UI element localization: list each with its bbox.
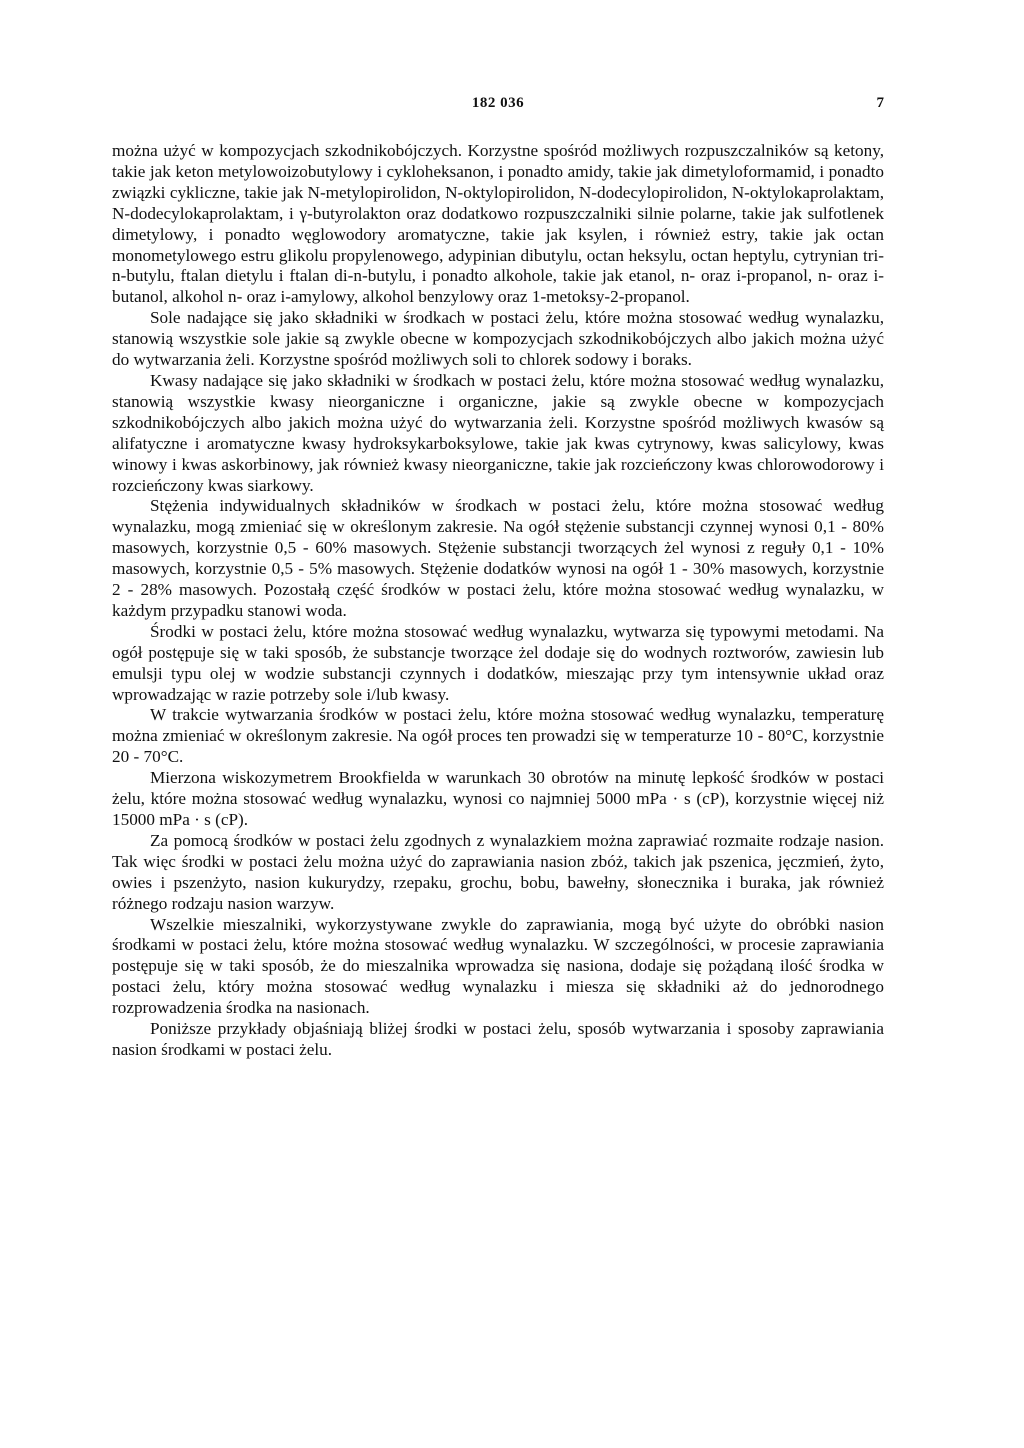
paragraph: Poniższe przykłady objaśniają bliżej środki w postaci żelu, sposób wytwarzania i sposoby zaprawiania nasion środkami w postaci żelu.: [112, 1019, 884, 1059]
page-header: [112, 95, 884, 119]
document-number: 182 036: [471, 95, 525, 111]
page-number: 7: [876, 95, 884, 111]
paragraph: Mierzona wiskozymetrem Brookfielda w warunkach 30 obrotów na minutę lepkość środków w postaci żelu, które można stosować według wynalazku, wynosi co najmniej 5000 mPa · s (cP), korzystnie więcej niż 15000 mPa · s (cP).: [112, 768, 884, 829]
paragraph: można użyć w kompozycjach szkodnikobójczych. Korzystne spośród możliwych rozpuszczalników są ketony, takie jak keton metylowoizobutylowy i cykloheksanon, i ponadto amidy, takie jak dimetyloformamid, i ponadto związki cykliczne, takie jak N-metylopirolidon, N-oktylopirolidon, N-dodecylopirolidon, N-oktylokaprolaktam, N-dodecylokaprolaktam, i γ-butyrolakton oraz dodatkowo rozpuszczalniki silnie polarne, takie jak sulfotlenek dimetylowy, i ponadto węglowodory aromatyczne, takie jak ksylen, i również estry, takie jak octan monometylowego estru glikolu propylenowego, adypinian dibutylu, octan heksylu, octan heptylu, cytrynian tri-n-butylu, ftalan dietylu i ftalan di-n-butylu, i ponadto alkohole, takie jak etanol, n- oraz i-propanol, n- oraz i-butanol, alkohol n- oraz i-amylowy, alkohol benzylowy oraz 1-metoksy-2-propanol.: [112, 141, 884, 307]
paragraph: W trakcie wytwarzania środków w postaci żelu, które można stosować według wynalazku, temperaturę można zmieniać w określonym zakresie. Na ogół proces ten prowadzi się w temperaturze 10 - 80°C, korzystnie 20 - 70°C.: [112, 705, 884, 767]
paragraph: Za pomocą środków w postaci żelu zgodnych z wynalazkiem można zaprawiać rozmaite rodzaje nasion. Tak więc środki w postaci żelu można użyć do zaprawiania nasion zbóż, takich jak pszenica, jęczmień, żyto, owies i pszenżyto, nasion kukurydzy, rzepaku, grochu, bobu, bawełny, słonecznika i buraka, jak również różnego rodzaju nasion warzyw.: [112, 830, 884, 913]
paragraph: Wszelkie mieszalniki, wykorzystywane zwykle do zaprawiania, mogą być użyte do obróbki nasion środkami w postaci żelu, które można stosować według wynalazku. W szczególności, w procesie zaprawiania postępuje się w taki sposób, że do mieszalnika wprowadza się nasiona, dodaje się pożądaną ilość środka w postaci żelu, który można stosować według wynalazku i miesza się składniki aż do jednorodnego rozprowadzenia środka na nasionach.: [112, 914, 884, 1018]
paragraph: Stężenia indywidualnych składników w środkach w postaci żelu, które można stosować według wynalazku, mogą zmieniać się w określonym zakresie. Na ogół stężenie substancji czynnej wynosi 0,1 - 80% masowych, korzystnie 0,5 - 60% masowych. Stężenie substancji tworzących żel wynosi z reguły 0,1 - 10% masowych, korzystnie 0,5 - 5% masowych. Stężenie dodatków wynosi na ogół 1 - 30% masowych, korzystnie 2 - 28% masowych. Pozostałą część środków w postaci żelu, które można stosować według wynalazku, w każdym przypadku stanowi woda.: [112, 496, 884, 620]
paragraph: Środki w postaci żelu, które można stosować według wynalazku, wytwarza się typowymi metodami. Na ogół postępuje się w taki sposób, że substancje tworzące żel dodaje się do wodnych roztworów, zawiesin lub emulsji typu olej w wodzie substancji czynnych i dodatków, mieszając przy tym intensywnie układ oraz wprowadzając w razie potrzeby sole i/lub kwasy.: [112, 621, 884, 704]
paragraph: Kwasy nadające się jako składniki w środkach w postaci żelu, które można stosować według wynalazku, stanowią wszystkie kwasy nieorganiczne i organiczne, jakie są zwykle obecne w kompozycjach szkodnikobójczych albo jakich można użyć do wytwarzania żeli. Korzystne spośród możliwych kwasów są alifatyczne i aromatyczne kwasy hydroksykarboksylowe, takie jak kwas cytrynowy, kwas salicylowy, kwas winowy i kwas askorbinowy, jak również kwasy nieorganiczne, takie jak rozcieńczony kwas chlorowodorowy i rozcieńczony kwas siarkowy.: [112, 370, 884, 495]
body-text: [112, 141, 884, 1061]
paragraph: Sole nadające się jako składniki w środkach w postaci żelu, które można stosować według wynalazku, stanowią wszystkie sole jakie są zwykle obecne w kompozycjach szkodnikobójczych albo jakich można użyć do wytwarzania żeli. Korzystne spośród możliwych soli to chlorek sodowy i boraks.: [112, 308, 884, 370]
